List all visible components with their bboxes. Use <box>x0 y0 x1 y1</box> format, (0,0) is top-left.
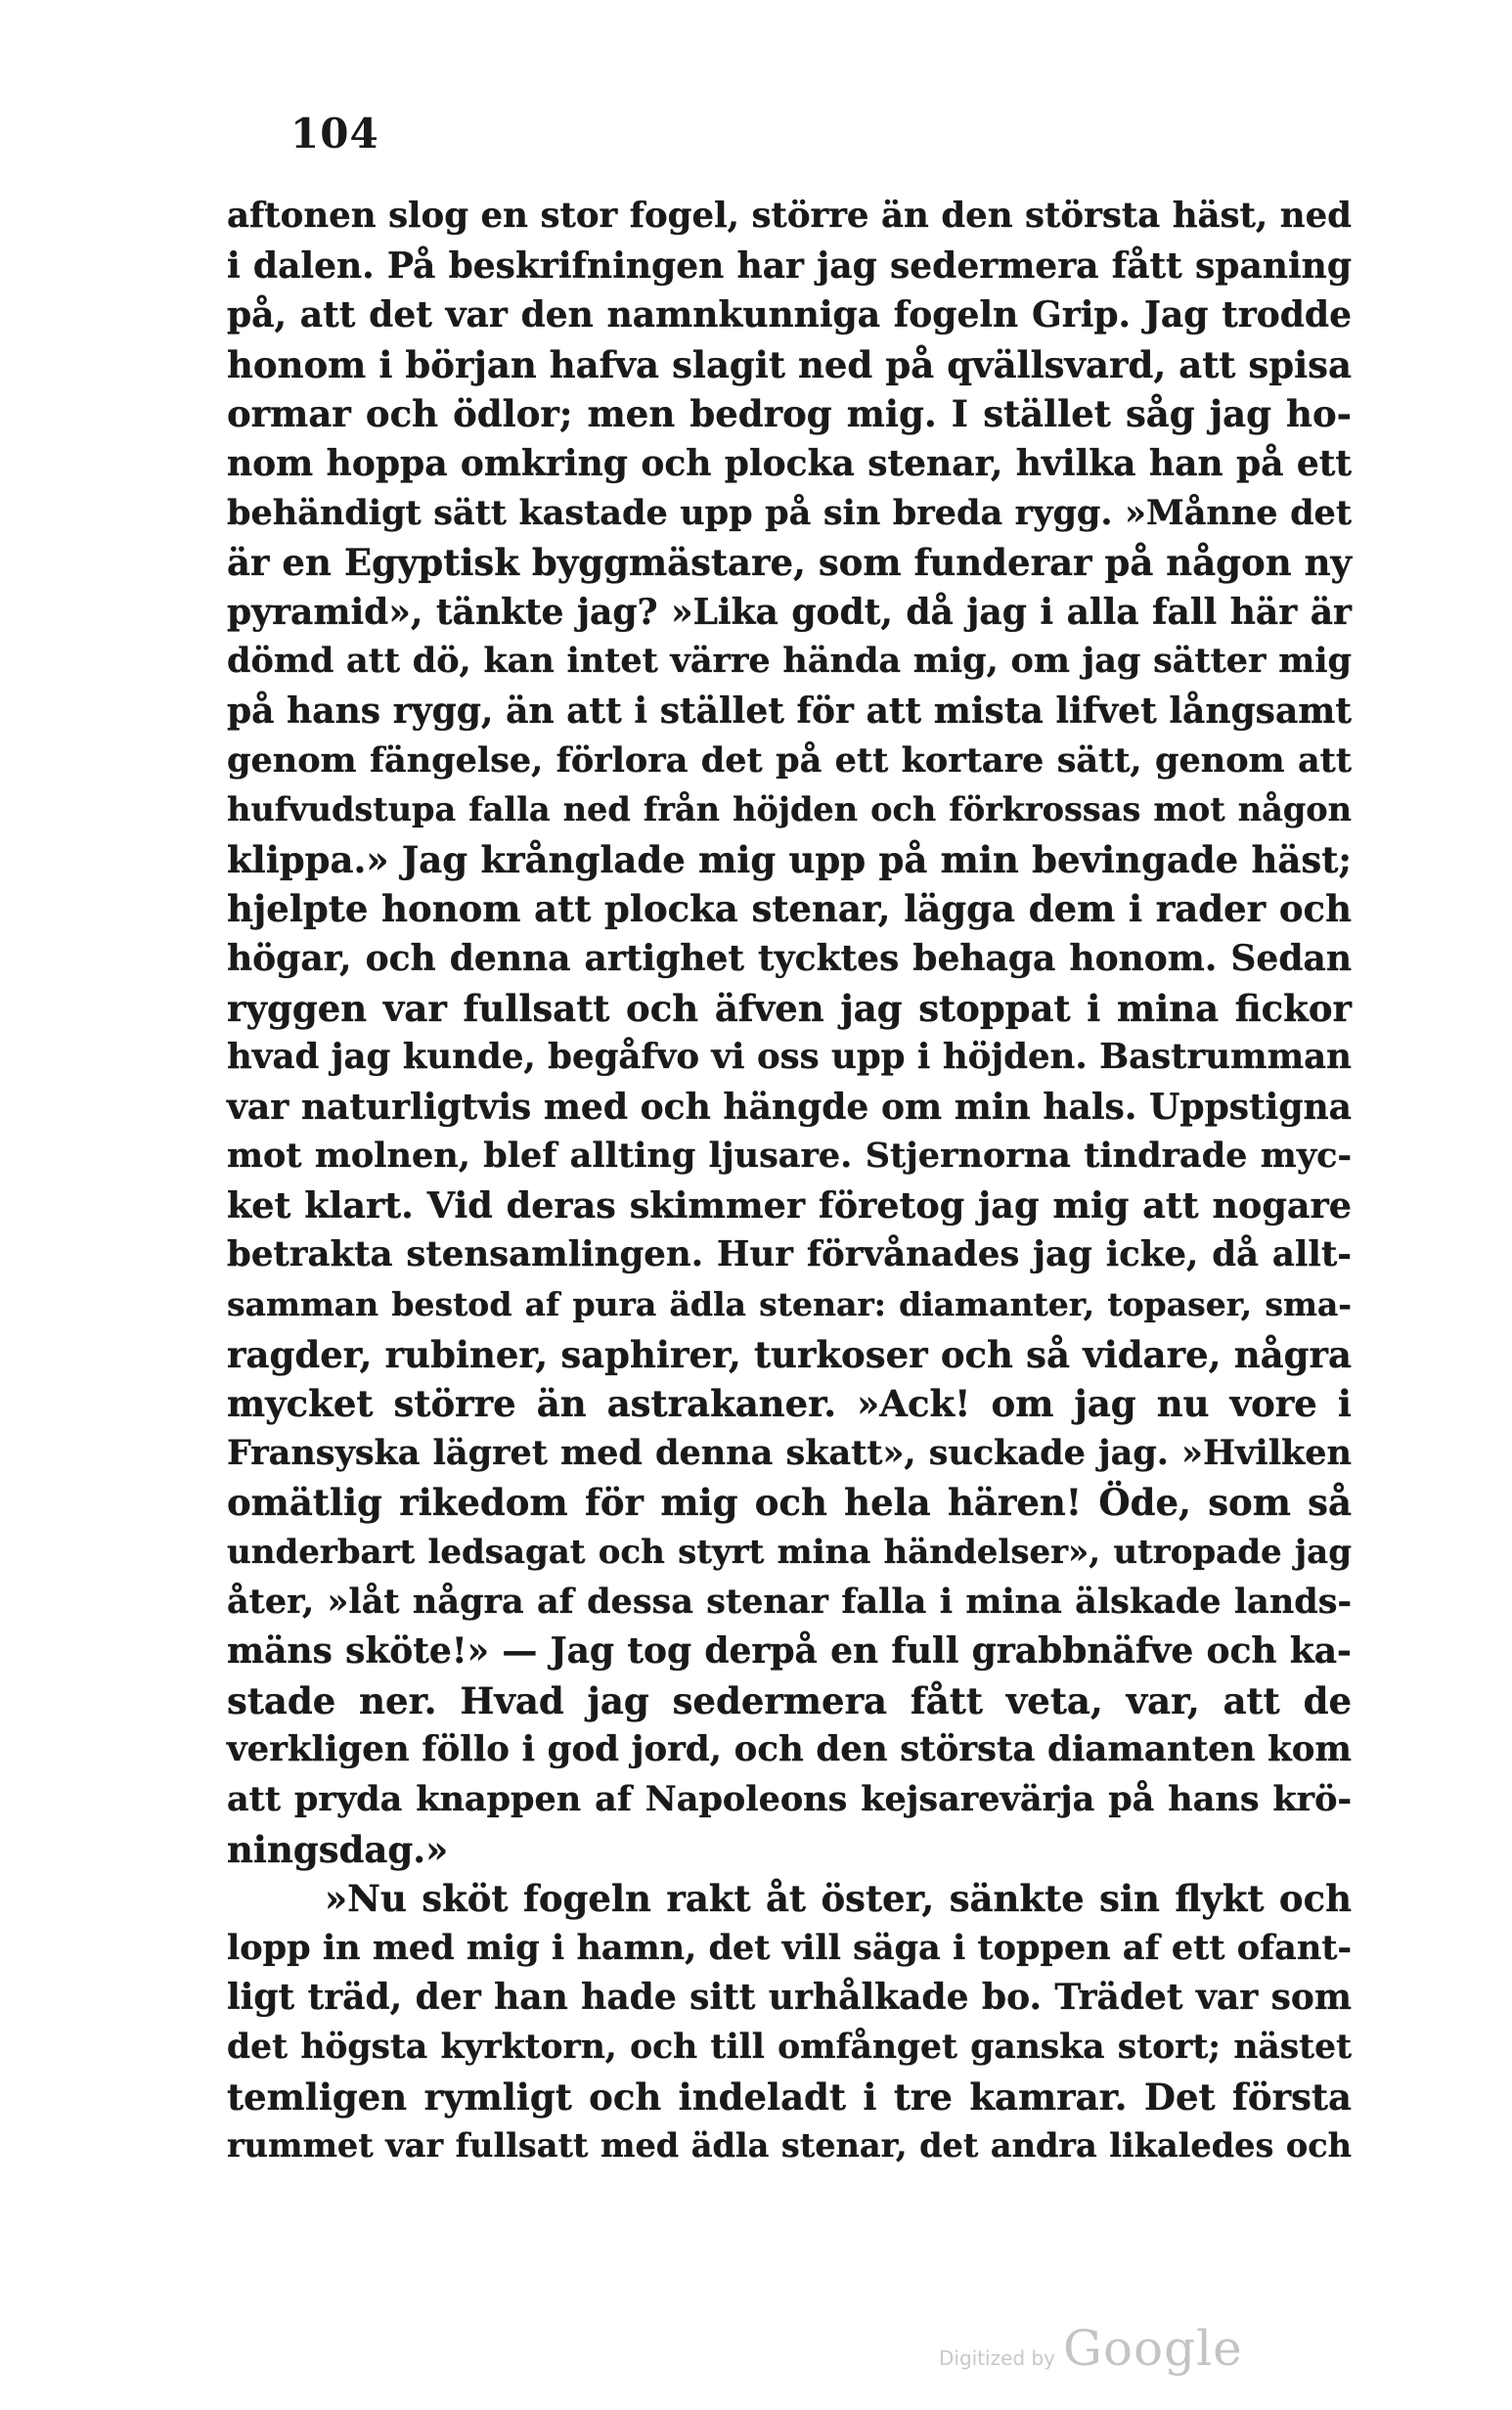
text-line: hufvudstupa falla ned från höjden och förkrossas mot någon <box>227 790 1352 829</box>
text-line: rummet var fullsatt med ädla stenar, det andra likaledes och <box>227 2126 1352 2165</box>
text-line: samman bestod af pura ädla stenar: diamanter, topaser, sma- <box>227 1285 1352 1324</box>
paragraph-start-line: »Nu sköt fogeln rakt åt öster, sänkte sin flykt och <box>325 1877 1352 1921</box>
text-line: på, att det var den namnkunniga fogeln Grip. Jag trodde <box>227 294 1352 336</box>
text-line: nom hoppa omkring och plocka stenar, hvilka han på ett <box>227 442 1352 484</box>
google-logo: Google <box>1063 2320 1243 2377</box>
text-line: i dalen. På beskrifningen har jag sedermera fått spaning <box>227 245 1352 287</box>
text-line: ligt träd, der han hade sitt urhålkade bo. Trädet var som <box>227 1977 1352 2019</box>
text-line: att pryda knappen af Napoleons kejsarevärja på hans krö- <box>227 1779 1352 1819</box>
text-line: genom fängelse, förlora det på ett kortare sätt, genom att <box>227 739 1352 781</box>
text-line: ragder, rubiner, saphirer, turkoser och så vidare, några <box>227 1332 1352 1376</box>
text-line: klippa.» Jag krånglade mig upp på min bevingade häst; <box>227 837 1352 881</box>
text-line: aftonen slog en stor fogel, större än den största häst, ned <box>227 196 1352 236</box>
text-line: underbart ledsagat och styrt mina händelser», utropade jag <box>227 1533 1352 1573</box>
text-line: betrakta stensamlingen. Hur förvånades jag icke, då allt- <box>227 1234 1352 1275</box>
text-line: lopp in med mig i hamn, det vill säga i toppen af ett ofant- <box>227 1927 1352 1968</box>
text-line: ormar och ödlor; men bedrog mig. I stället såg jag ho- <box>227 392 1352 436</box>
text-line: hvad jag kunde, begåfvo vi oss upp i höjden. Bastrumman <box>227 1037 1352 1078</box>
text-line: Fransyska lägret med denna skatt», suckade jag. »Hvilken <box>227 1432 1352 1473</box>
text-line: ket klart. Vid deras skimmer företog jag mig att nogare <box>227 1183 1352 1227</box>
text-line: mäns sköte!» — Jag tog derpå en full grabbnäfve och ka- <box>227 1630 1352 1673</box>
text-line: var naturligtvis med och hängde om min hals. Uppstigna <box>227 1086 1352 1128</box>
text-line: behändigt sätt kastade upp på sin breda rygg. »Månne det <box>227 492 1352 533</box>
paragraph-end-line: ningsdag.» <box>227 1827 449 1871</box>
text-line: mot molnen, blef allting ljusare. Stjernorna tindrade myc- <box>227 1136 1352 1177</box>
text-line: temligen rymligt och indeladt i tre kamrar. Det första <box>227 2075 1352 2119</box>
text-line: ryggen var fullsatt och äfven jag stoppat i mina fickor <box>227 986 1352 1030</box>
text-line: mycket större än astrakaner. »Ack! om jag nu vore i <box>227 1382 1352 1426</box>
text-line: omätlig rikedom för mig och hela hären! Öde, som så <box>227 1481 1352 1525</box>
text-line: verkligen föllo i god jord, och den största diamanten kom <box>227 1729 1352 1770</box>
text-line: det högsta kyrktorn, och till omfånget ganska stort; nästet <box>227 2027 1352 2067</box>
digitized-by-google-watermark <box>939 2320 1243 2377</box>
text-line: honom i början hafva slagit ned på qvällsvard, att spisa <box>227 342 1352 386</box>
watermark-prefix: Digitized by <box>939 2346 1055 2370</box>
text-line: högar, och denna artighet tycktes behaga honom. Sedan <box>227 937 1352 979</box>
text-line: på hans rygg, än att i stället för att mista lifvet långsamt <box>227 690 1352 732</box>
text-line: dömd att dö, kan intet värre hända mig, om jag sätter mig <box>227 641 1352 682</box>
text-line: är en Egyptisk byggmästare, som funderar på någon ny <box>227 541 1352 585</box>
text-line: pyramid», tänkte jag? »Lika godt, då jag i alla fall här är <box>227 591 1352 633</box>
text-line: hjelpte honom att plocka stenar, lägga dem i rader och <box>227 887 1352 931</box>
body-text <box>227 192 1352 2171</box>
page-number: 104 <box>290 110 379 157</box>
text-line: stade ner. Hvad jag sedermera fått veta, var, att de <box>227 1678 1352 1722</box>
text-line: åter, »låt några af dessa stenar falla i mina älskade lands- <box>227 1581 1352 1622</box>
